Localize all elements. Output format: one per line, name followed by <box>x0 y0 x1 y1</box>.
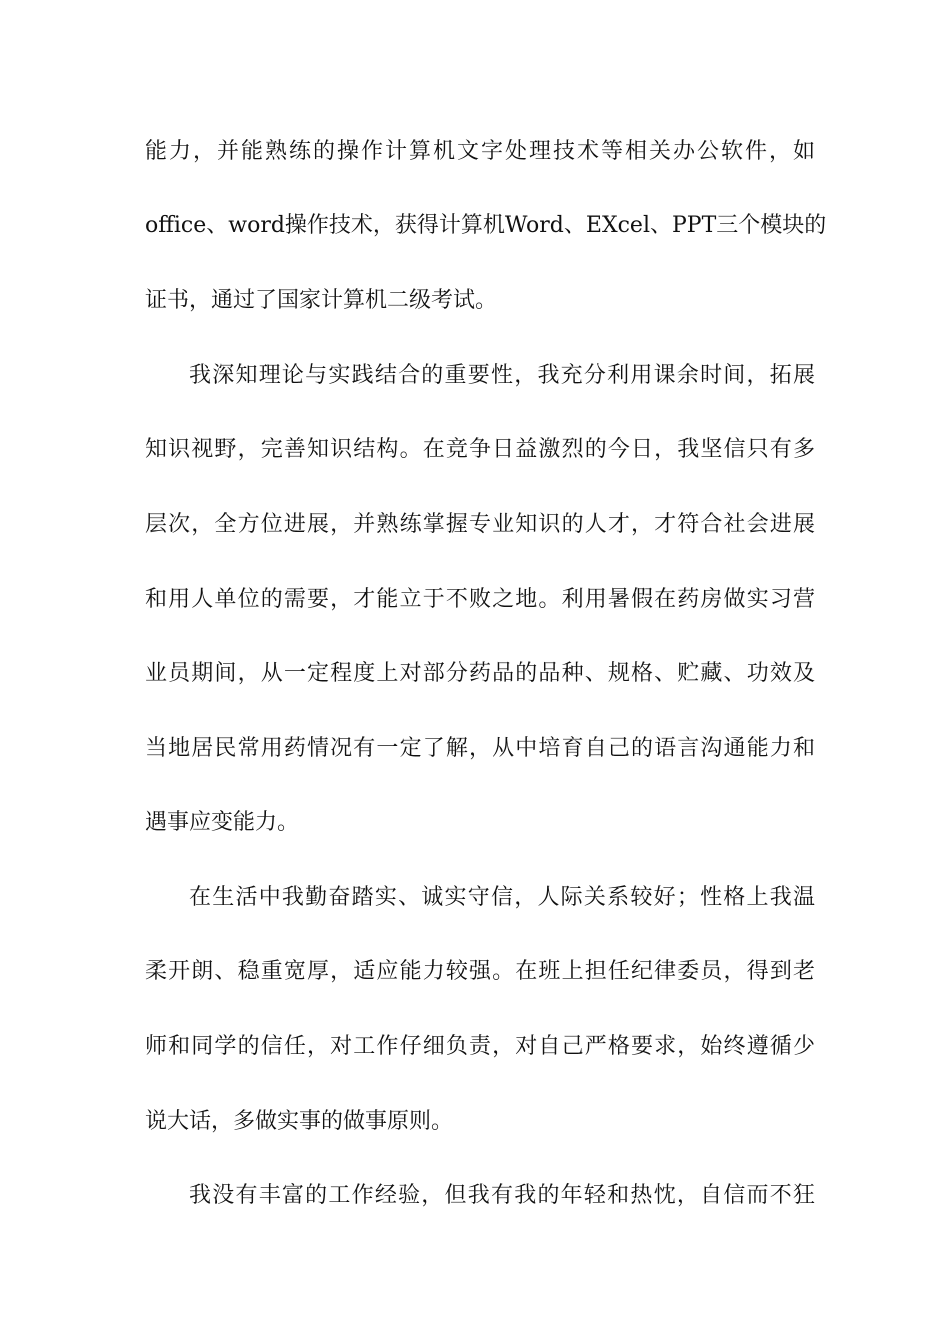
text-line: 能力，并能熟练的操作计算机文字处理技术等相关办公软件，如 <box>145 139 815 164</box>
text-line: 和用人单位的需要，才能立于不败之地。利用暑假在药房做实习营 <box>145 587 815 612</box>
text-line: 证书，通过了国家计算机二级考试。 <box>145 288 498 313</box>
text-line: 层次，全方位进展，并熟练掌握专业知识的人才，才符合社会进展 <box>145 512 815 537</box>
paragraph-first-line: 我深知理论与实践结合的重要性，我充分利用课余时间，拓展 <box>189 363 815 388</box>
text-line: 师和同学的信任，对工作仔细负责，对自己严格要求，始终遵循少 <box>145 1034 815 1059</box>
text-line: 当地居民常用药情况有一定了解，从中培育自己的语言沟通能力和 <box>145 736 815 761</box>
text-line: 柔开朗、稳重宽厚，适应能力较强。在班上担任纪律委员，得到老 <box>145 959 815 984</box>
text-line: 业员期间，从一定程度上对部分药品的品种、规格、贮藏、功效及 <box>145 661 815 686</box>
text-line: 说大话，多做实事的做事原则。 <box>145 1109 454 1134</box>
text-line: office、word操作技术，获得计算机Word、EXcel、PPT三个模块的 <box>145 213 827 238</box>
text-line: 遇事应变能力。 <box>145 810 300 835</box>
text-line: 知识视野，完善知识结构。在竞争日益激烈的今日，我坚信只有多 <box>145 437 815 462</box>
paragraph-first-line: 在生活中我勤奋踏实、诚实守信，人际关系较好；性格上我温 <box>189 885 815 910</box>
paragraph-first-line: 我没有丰富的工作经验，但我有我的年轻和热忱，自信而不狂 <box>189 1183 815 1208</box>
